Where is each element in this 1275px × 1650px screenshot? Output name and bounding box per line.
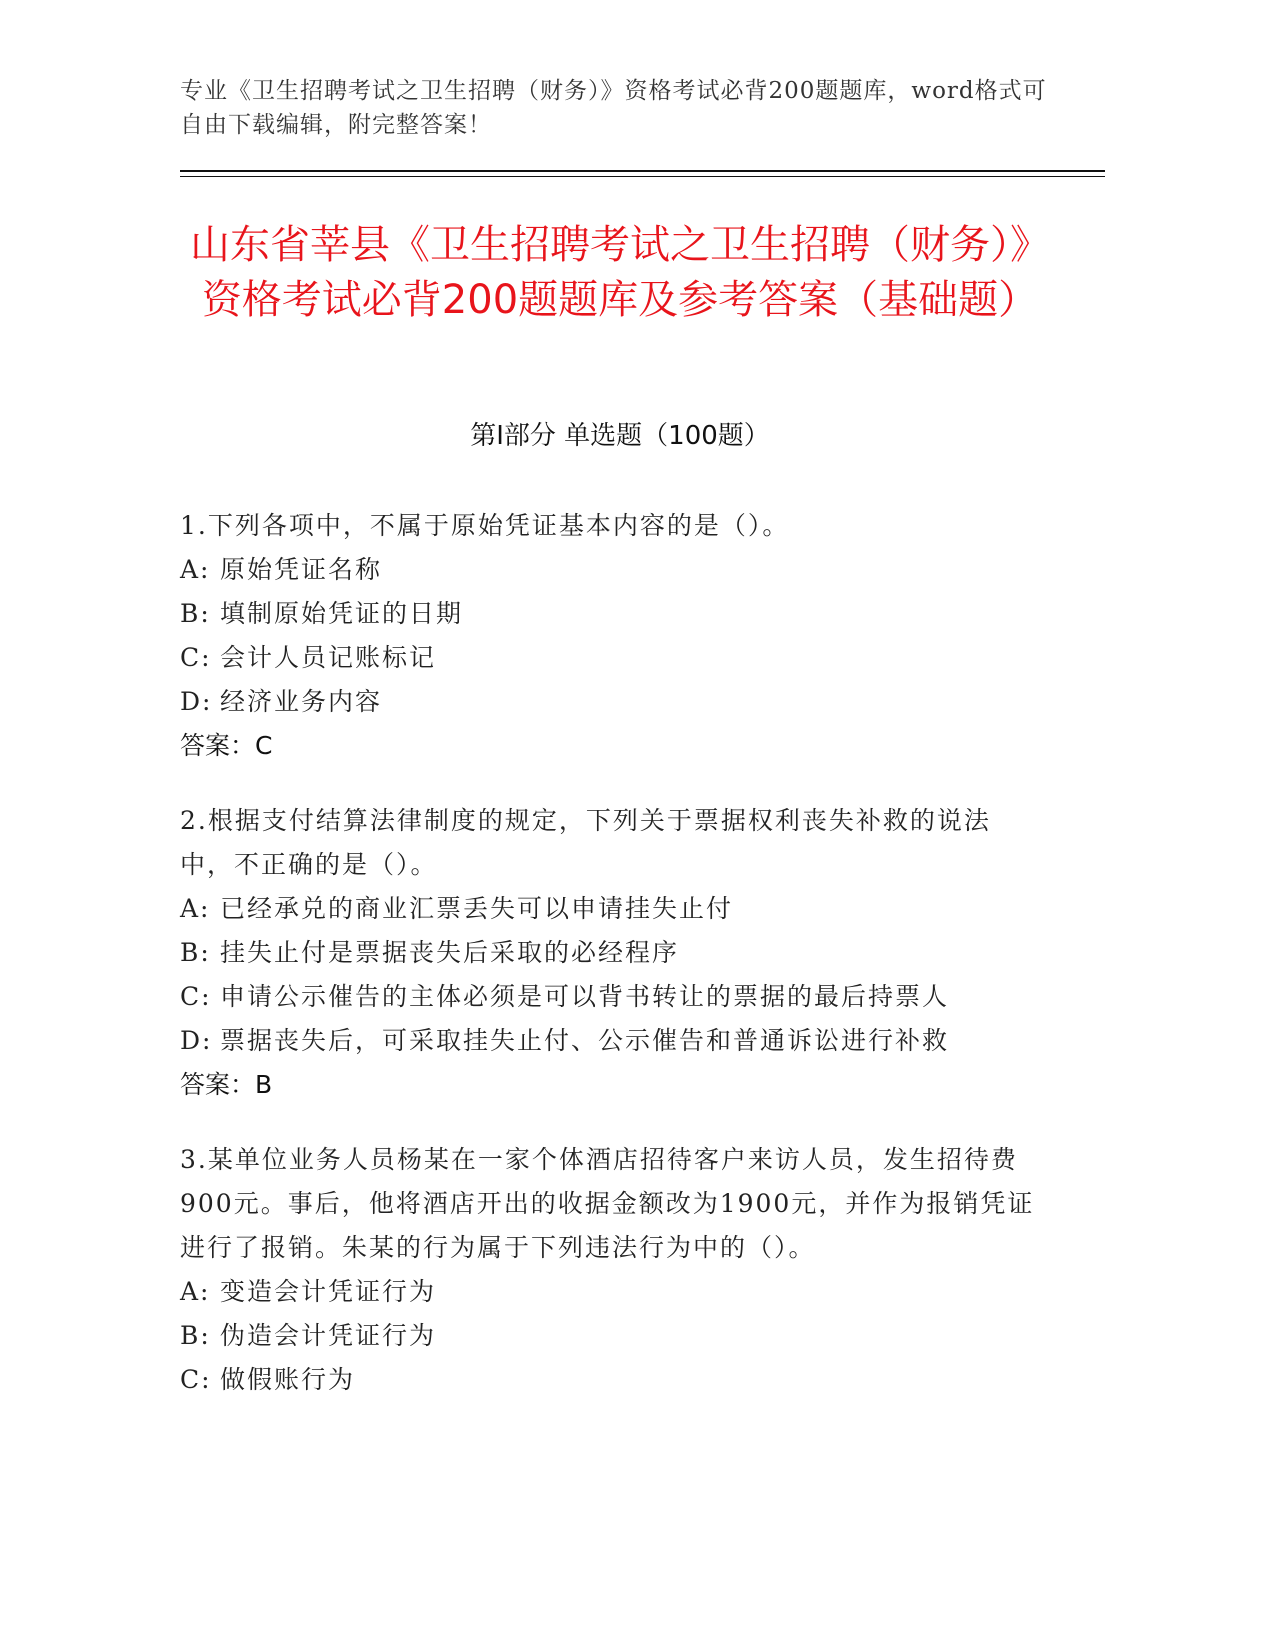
option-c: [180, 1358, 1040, 1402]
option-a: [180, 548, 1040, 592]
option-text: 伪造会计凭证行为: [220, 1321, 437, 1350]
option-text: 票据丧失后，可采取挂失止付、公示催告和普通诉讼进行补救: [220, 1026, 950, 1055]
question-stem: 1.下列各项中，不属于原始凭证基本内容的是（）。: [180, 511, 790, 540]
option-text: 经济业务内容: [220, 687, 383, 716]
option-text: 原始凭证名称: [220, 555, 383, 584]
option-key: D:: [180, 687, 213, 716]
option-text: 变造会计凭证行为: [220, 1277, 437, 1306]
question-1: [180, 504, 1040, 768]
option-c: [180, 636, 1040, 680]
option-text: 已经承兑的商业汇票丢失可以申请挂失止付: [220, 894, 734, 923]
option-key: C:: [180, 1365, 212, 1394]
option-text: 做假账行为: [220, 1365, 356, 1394]
option-c: [180, 975, 1040, 1019]
option-b: [180, 931, 1040, 975]
option-key: A:: [180, 555, 211, 584]
option-key: A:: [180, 1277, 211, 1306]
document-title: 山东省莘县《卫生招聘考试之卫生招聘（财务）》资格考试必背200题题库及参考答案（基础题）: [190, 222, 1050, 323]
header-rule-thin: [180, 176, 1105, 177]
option-key: B:: [180, 938, 211, 967]
option-text: 填制原始凭证的日期: [220, 599, 464, 628]
option-a: [180, 1270, 1040, 1314]
question-stem: 3.某单位业务人员杨某在一家个体酒店招待客户来访人员，发生招待费900元。事后，他将酒店开出的收据金额改为1900元，并作为报销凭证进行了报销。朱某的行为属于下列违法行为中的（）。: [180, 1145, 1035, 1262]
option-b: [180, 592, 1040, 636]
option-text: 申请公示催告的主体必须是可以背书转让的票据的最后持票人: [220, 982, 950, 1011]
option-key: A:: [180, 894, 211, 923]
option-key: D:: [180, 1026, 213, 1055]
option-d: [180, 680, 1040, 724]
option-key: C:: [180, 643, 212, 672]
option-b: [180, 1314, 1040, 1358]
option-a: [180, 887, 1040, 931]
question-2: [180, 799, 1040, 1107]
section-heading: 第I部分 单选题（100题）: [470, 421, 770, 451]
question-3: [180, 1138, 1040, 1402]
option-key: B:: [180, 1321, 211, 1350]
option-key: C:: [180, 982, 212, 1011]
answer-line: 答案：B: [180, 1070, 273, 1099]
option-text: 会计人员记账标记: [220, 643, 437, 672]
question-stem: 2.根据支付结算法律制度的规定，下列关于票据权利丧失补救的说法中，不正确的是（）。: [180, 806, 991, 879]
option-text: 挂失止付是票据丧失后采取的必经程序: [220, 938, 680, 967]
question-list: [180, 504, 1040, 1433]
header-rule-thick: [180, 170, 1105, 172]
header-note: 专业《卫生招聘考试之卫生招聘（财务）》资格考试必背200题题库，word格式可自由下载编辑，附完整答案！: [180, 78, 1047, 138]
option-d: [180, 1019, 1040, 1063]
option-key: B:: [180, 599, 211, 628]
answer-line: 答案：C: [180, 731, 273, 760]
